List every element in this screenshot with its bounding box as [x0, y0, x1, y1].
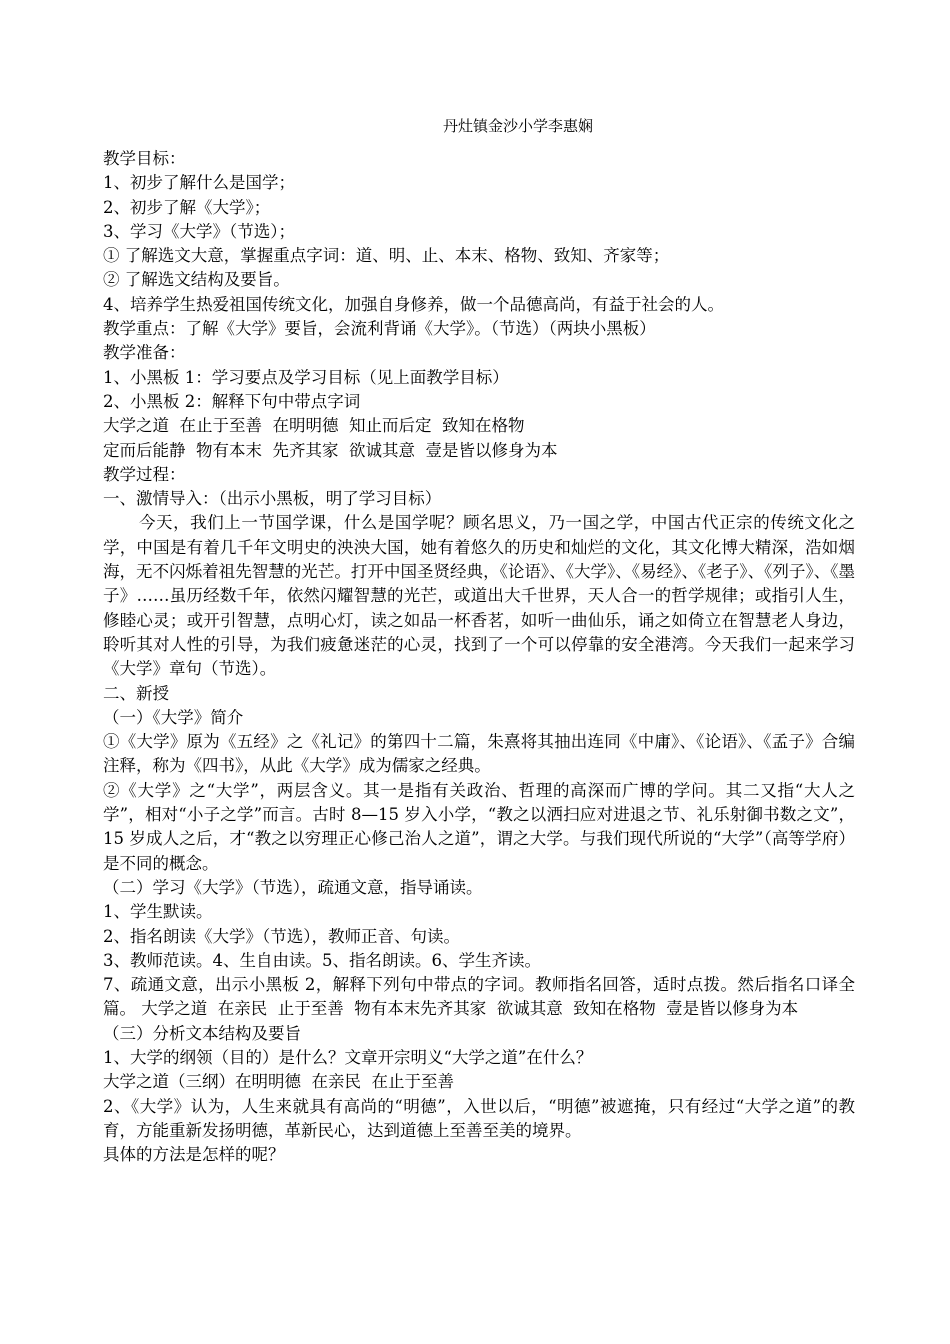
- process-heading: 教学过程：: [103, 464, 186, 484]
- prep-item: 2、小黑板 2：解释下句中带点字词: [103, 391, 361, 411]
- prep-phrases: 定而后能静 物有本末 先齐其家 欲诚其意 壹是皆以修身为本: [103, 440, 558, 460]
- step-item: 2、指名朗读《大学》（节选），教师正音、句读。: [103, 926, 460, 946]
- question: 具体的方法是怎样的呢？: [103, 1145, 285, 1165]
- prep-phrases: 大学之道 在止于至善 在明明德 知止而后定 致知在格物: [103, 416, 525, 436]
- step-item: 7、疏通文意，出示小黑板 2，解释下列句中带点的字词。教师指名回答，适时点拨。然后指名口译全篇。 大学之道 在亲民 止于至善 物有本末先齐其家 欲诚其意 致知在格物 壹是皆以修身为本: [103, 975, 855, 1019]
- goal-item: 4、培养学生热爱祖国传统文化，加强自身修养，做一个品德高尚，有益于社会的人。: [103, 294, 724, 314]
- goal-item: ② 了解选文结构及要旨。: [103, 270, 290, 290]
- key-point: 教学重点：了解《大学》要旨，会流利背诵《大学》。（节选）（两块小黑板）: [103, 319, 656, 339]
- prep-heading: 教学准备：: [103, 343, 186, 363]
- author-line: [0, 114, 950, 138]
- section-heading: （三）分析文本结构及要旨: [103, 1023, 301, 1043]
- question: 1、大学的纲领（目的）是什么？文章开宗明义“大学之道”在什么？: [103, 1047, 593, 1067]
- intro-point-2: ②《大学》之“大学”，两层含义。其一是指有关政治、哲理的高深而广博的学问。其二又指“大人之学”，相对“小子之学”而言。古时 8—15 岁入小学，“教之以洒扫应对进退之节、礼乐射御书数之文”，15 岁成人之后，才“教之以穷理正心修己治人之道”，谓之大学。与我们现代所说的“大学”（高等学府）是不同的概念。: [103, 780, 855, 873]
- lesson-plan-body: [103, 147, 855, 1167]
- section-heading: （一）《大学》简介: [103, 707, 244, 727]
- part2-title: 二、新授: [103, 683, 169, 703]
- step-item: 3、教师范读。4、生自由读。5、指名朗读。6、学生齐读。: [103, 950, 541, 970]
- intro-point-1: ①《大学》原为《五经》之《礼记》的第四十二篇，朱熹将其抽出连同《中庸》、《论语》、《孟子》合编注释，称为《四书》，从此《大学》成为儒家之经典。: [103, 732, 855, 776]
- answer: 大学之道（三纲）在明明德 在亲民 在止于至善: [103, 1072, 454, 1092]
- prep-item: 1、小黑板 1：学习要点及学习目标（见上面教学目标）: [103, 367, 509, 387]
- intro-paragraph: 今天，我们上一节国学课，什么是国学呢？顾名思义，乃一国之学，中国古代正宗的传统文化之学，中国是有着几千年文明史的泱泱大国，她有着悠久的历史和灿烂的文化，其文化博大精深，浩如烟海，无不闪烁着祖先智慧的光芒。打开中国圣贤经典，《论语》、《大学》、《易经》、《老子》、《列子》、《墨子》……虽历经数千年，依然闪耀智慧的光芒，或道出大千世界，天人合一的哲学规律；或指引人生，修睦心灵；或开引智慧，点明心灯，读之如品一杯香茗，如听一曲仙乐，诵之如倚立在智慧老人身边，聆听其对人性的引导，为我们疲惫迷茫的心灵，找到了一个可以停靠的安全港湾。今天我们一起来学习《大学》章句（节选）。: [103, 513, 855, 679]
- goal-item: ① 了解选文大意，掌握重点字词：道、明、止、本末、格物、致知、齐家等；: [103, 246, 670, 266]
- step-item: 1、学生默读。: [103, 902, 213, 922]
- goals-heading: 教学目标：: [103, 149, 186, 168]
- goal-item: 2、初步了解《大学》；: [103, 197, 271, 217]
- section-heading: （二）学习《大学》（节选），疏通文意，指导诵读。: [103, 877, 483, 897]
- part1-title: 一、激情导入：（出示小黑板，明了学习目标）: [103, 489, 442, 509]
- goal-item: 1、初步了解什么是国学；: [103, 173, 295, 193]
- goal-item: 3、学习《大学》（节选）；: [103, 221, 295, 241]
- author-name: 丹灶镇金沙小学李惠娴: [442, 117, 593, 135]
- question: 2、《大学》认为，人生来就具有高尚的“明德”，入世以后，“明德”被遮掩，只有经过“大学之道”的教育，方能重新发扬明德，革新民心，达到道德上至善至美的境界。: [103, 1096, 855, 1140]
